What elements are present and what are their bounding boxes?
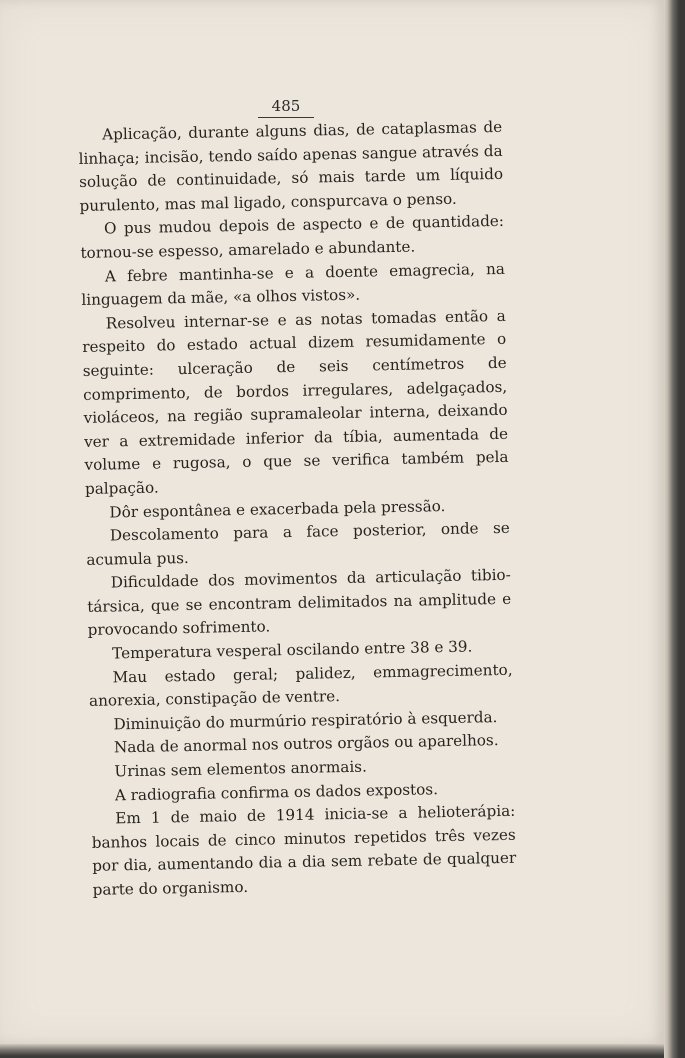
paragraph: Diminuição do murmúrio respiratório à esquerda. <box>113 707 498 734</box>
paragraph: A febre mantinha-se e a doente emagrecia, na linguagem da mãe, «a olhos vistos». <box>81 259 506 310</box>
paragraph: A radiografia confirma os dados expostos. <box>114 779 439 805</box>
paragraph: Temperatura vesperal oscilando entre 38 e 39. <box>111 637 473 663</box>
paragraph: Resolveu internar-se e as notas tomadas então a respeito do estado actual dizem resumidamente o seguinte: ulceração de seis centímetros de comprimento, de bordos irregulares, adelgaçados, violáceos, na região supramaleolar interna, deixando ver a extremidade inferior da tíbia, aumentada de volume e rugosa, o que se verifica também pela palpação. <box>82 306 509 498</box>
paragraph: Em 1 de maio de 1914 inicia-se a helioterápia: banhos locais de cinco minutos repetidos três vezes por dia, aumentando dia a dia sem rebate de qualquer parte do organismo. <box>91 801 517 899</box>
paragraph: Descolamento para a face posterior, onde se acumula pus. <box>86 518 511 569</box>
paragraph: Nada de anormal nos outros orgãos ou aparelhos. <box>113 731 499 757</box>
page-number: 485 <box>258 97 314 118</box>
paragraph: Mau estado geral; palidez, emmagrecimento, anorexia, constipação de ventre. <box>88 660 513 711</box>
paragraph: Urinas sem elementos anormais. <box>114 757 367 781</box>
page-text <box>78 116 517 903</box>
paragraph: O pus mudou depois de aspecto e de quantidade: tornou-se espesso, amarelado e abundante. <box>80 212 505 262</box>
page-bottom-shadow <box>0 1044 664 1058</box>
paragraph: Dificuldade dos movimentos da articulação tibio-társica, que se encontram delimitados na amplitude e provocando sofrimento. <box>87 566 512 640</box>
page-edge-shadow <box>664 0 685 1058</box>
paragraph: Dôr espontânea e exacerbada pela pressão. <box>109 496 446 521</box>
paragraph: Aplicação, durante alguns dias, de cataplasmas de linhaça; incisão, tendo saído apenas sangue através da solução de continuidade, só mais tarde um líquido purulento, mas mal ligado, conspurcava o penso. <box>78 117 504 215</box>
